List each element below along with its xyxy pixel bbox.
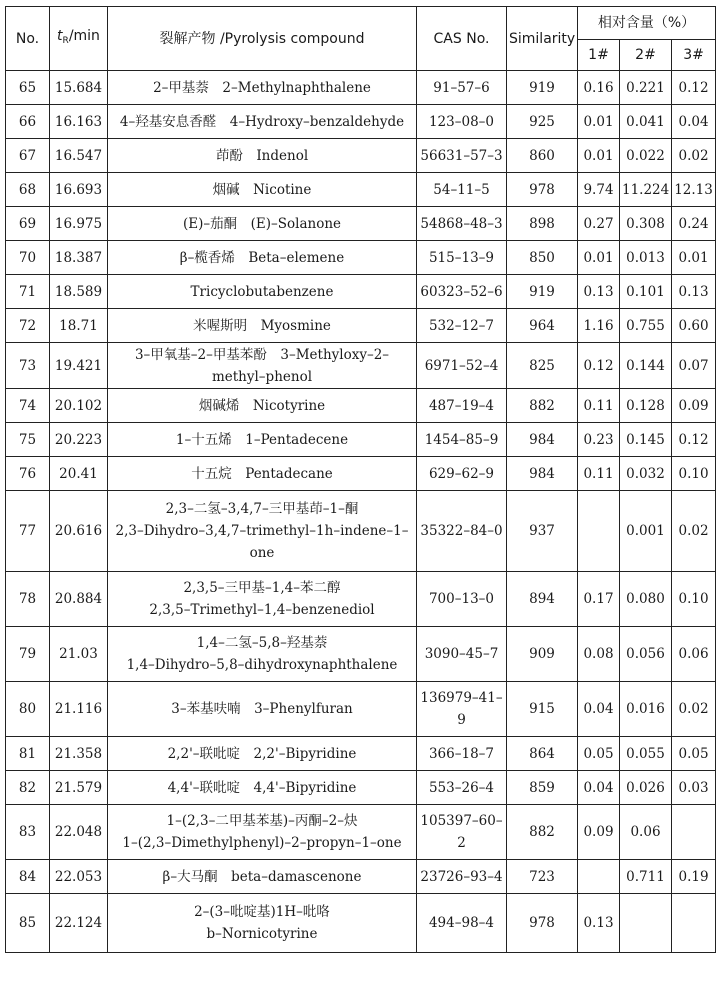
table-row [6,139,716,173]
content-sample-1: 0.27 [578,207,620,241]
retention-time: 21.579 [50,771,108,805]
header-tr-subscript: R [62,36,69,46]
content-sample-1: 0.05 [578,737,620,771]
content-sample-3: 0.07 [672,343,716,389]
similarity-value: 978 [507,173,578,207]
similarity-value: 978 [507,894,578,953]
row-number: 70 [6,241,50,275]
content-sample-1: 0.01 [578,105,620,139]
cas-number: 35322–84–0 [417,491,507,572]
similarity-value: 723 [507,860,578,894]
similarity-value: 937 [507,491,578,572]
row-number: 81 [6,737,50,771]
row-number: 65 [6,71,50,105]
content-sample-3 [672,805,716,860]
row-number: 73 [6,343,50,389]
retention-time: 18.387 [50,241,108,275]
row-number: 66 [6,105,50,139]
similarity-value: 909 [507,627,578,682]
cas-number: 515–13–9 [417,241,507,275]
cas-number-line: 9 [457,712,466,728]
similarity-value: 894 [507,572,578,627]
header-tr-symbol: t [57,28,63,44]
content-sample-2 [620,894,672,953]
similarity-value: 964 [507,309,578,343]
content-sample-2: 0.026 [620,771,672,805]
content-sample-2: 0.145 [620,423,672,457]
similarity-value: 898 [507,207,578,241]
compound-name-line: 烟碱烯 Nicotyrine [198,397,326,414]
compound-name-line: 米喔斯明 Myosmine [193,317,331,334]
compound-name [108,275,417,309]
content-sample-3: 0.60 [672,309,716,343]
content-sample-3: 0.10 [672,457,716,491]
compound-name [108,173,417,207]
table-row [6,682,716,737]
cas-number: 487–19–4 [417,389,507,423]
table-row [6,771,716,805]
cas-number: 23726–93–4 [417,860,507,894]
compound-name-line: 1–(2,3–二甲基苯基)–丙酮–2–炔 [166,813,358,829]
retention-time: 19.421 [50,343,108,389]
pyrolysis-table [5,6,716,953]
compound-name [108,894,417,953]
similarity-value: 825 [507,343,578,389]
similarity-value: 850 [507,241,578,275]
table-row [6,241,716,275]
row-number: 77 [6,491,50,572]
compound-name-line: 4–羟基安息香醛 4–Hydroxy–benzaldehyde [119,113,405,130]
cas-number: 6971–52–4 [417,343,507,389]
compound-name-line: 1,4–Dihydro–5,8–dihydroxynaphthalene [126,657,398,673]
compound-name [108,805,417,860]
header-sample-2: 2# [620,40,672,71]
compound-name-line: 茚酚 Indenol [215,147,309,164]
content-sample-1: 0.16 [578,71,620,105]
cas-number: 3090–45–7 [417,627,507,682]
table-row [6,71,716,105]
similarity-value: 919 [507,71,578,105]
compound-name [108,627,417,682]
retention-time: 22.124 [50,894,108,953]
compound-name-line: 1,4–二氢–5,8–羟基萘 [196,635,328,651]
header-cas: CAS No. [417,7,507,71]
content-sample-3: 0.02 [672,139,716,173]
retention-time: 20.616 [50,491,108,572]
compound-name [108,389,417,423]
compound-name-line: 1–(2,3–Dimethylphenyl)–2–propyn–1–one [122,835,402,851]
table-row [6,423,716,457]
row-number: 85 [6,894,50,953]
row-number: 79 [6,627,50,682]
similarity-value: 915 [507,682,578,737]
content-sample-1: 0.13 [578,275,620,309]
cas-number: 532–12–7 [417,309,507,343]
table-row [6,491,716,572]
cas-number: 366–18–7 [417,737,507,771]
table-row [6,343,716,389]
compound-name-line: Tricyclobutabenzene [190,283,334,300]
row-number: 71 [6,275,50,309]
cas-number: 56631–57–3 [417,139,507,173]
retention-time: 20.102 [50,389,108,423]
retention-time: 16.975 [50,207,108,241]
header-sample-1: 1# [578,40,620,71]
table-row [6,207,716,241]
compound-name [108,207,417,241]
content-sample-3: 0.12 [672,423,716,457]
cas-number: 54868–48–3 [417,207,507,241]
content-sample-2: 0.308 [620,207,672,241]
retention-time: 20.884 [50,572,108,627]
compound-name-line: 2,2'–联吡啶 2,2'–Bipyridine [167,745,357,762]
content-sample-3: 0.06 [672,627,716,682]
compound-name-line: 2,3,5–三甲基–1,4–苯二醇 [183,580,341,596]
content-sample-2: 0.001 [620,491,672,572]
compound-name [108,457,417,491]
content-sample-2: 0.056 [620,627,672,682]
compound-name-line: 4,4'–联吡啶 4,4'–Bipyridine [167,779,357,796]
row-number: 84 [6,860,50,894]
compound-name-line: 3–苯基呋喃 3–Phenylfuran [171,701,353,717]
content-sample-3: 0.03 [672,771,716,805]
retention-time: 20.223 [50,423,108,457]
similarity-value: 860 [507,139,578,173]
compound-name-line: b–Nornicotyrine [206,926,318,942]
content-sample-1: 1.16 [578,309,620,343]
table-row [6,275,716,309]
compound-name [108,423,417,457]
retention-time: 20.41 [50,457,108,491]
retention-time: 21.116 [50,682,108,737]
content-sample-3: 0.13 [672,275,716,309]
content-sample-3: 0.24 [672,207,716,241]
content-sample-3: 0.12 [672,71,716,105]
table-row [6,173,716,207]
retention-time: 21.03 [50,627,108,682]
row-number: 82 [6,771,50,805]
retention-time: 21.358 [50,737,108,771]
row-number: 74 [6,389,50,423]
header-similarity: Similarity [507,7,578,71]
cas-number [417,805,507,860]
content-sample-2: 0.032 [620,457,672,491]
content-sample-3: 0.09 [672,389,716,423]
compound-name-line: 2–甲基萘 2–Methylnaphthalene [153,79,371,96]
cas-number-line: 105397–60– [420,813,503,829]
retention-time: 22.048 [50,805,108,860]
similarity-value: 984 [507,423,578,457]
content-sample-1: 0.17 [578,572,620,627]
content-sample-1: 0.04 [578,771,620,805]
content-sample-2: 0.041 [620,105,672,139]
cas-number: 700–13–0 [417,572,507,627]
content-sample-2: 0.144 [620,343,672,389]
compound-name-line: 3–甲氧基–2–甲基苯酚 3–Methyloxy–2– [134,346,390,363]
cas-number: 91–57–6 [417,71,507,105]
compound-name-line: β–大马酮 beta–damascenone [162,868,362,885]
content-sample-3: 0.10 [672,572,716,627]
cas-number-line: 2 [457,835,466,851]
content-sample-2: 0.055 [620,737,672,771]
compound-name-line: 1–十五烯 1–Pentadecene [175,431,349,448]
compound-name [108,737,417,771]
compound-name [108,71,417,105]
table-row [6,389,716,423]
content-sample-3: 0.19 [672,860,716,894]
compound-name [108,491,417,572]
content-sample-1: 0.11 [578,457,620,491]
content-sample-3: 0.04 [672,105,716,139]
compound-name-line: 烟碱 Nicotine [212,181,312,198]
content-sample-1: 0.13 [578,894,620,953]
content-sample-2: 0.221 [620,71,672,105]
header-retention-time [50,7,108,71]
row-number: 68 [6,173,50,207]
row-number: 78 [6,572,50,627]
compound-name [108,139,417,173]
similarity-value: 859 [507,771,578,805]
table-row [6,737,716,771]
compound-name [108,771,417,805]
similarity-value: 925 [507,105,578,139]
similarity-value: 882 [507,389,578,423]
similarity-value: 882 [507,805,578,860]
cas-number [417,682,507,737]
retention-time: 16.547 [50,139,108,173]
cas-number-line: 136979–41– [420,690,503,706]
header-compound: 裂解产物 /Pyrolysis compound [108,7,417,71]
similarity-value: 919 [507,275,578,309]
table-row [6,805,716,860]
table-row [6,894,716,953]
similarity-value: 984 [507,457,578,491]
table-row [6,457,716,491]
content-sample-3: 12.13 [672,173,716,207]
compound-name [108,105,417,139]
cas-number: 629–62–9 [417,457,507,491]
content-sample-2: 0.711 [620,860,672,894]
row-number: 75 [6,423,50,457]
header-relative-content: 相对含量（%） [578,7,716,40]
content-sample-2: 0.755 [620,309,672,343]
table-row [6,860,716,894]
compound-name-line: 2,3–二氢–3,4,7–三甲基茚–1–酮 [165,501,359,517]
table-body [6,71,716,953]
compound-name [108,860,417,894]
table-row [6,105,716,139]
cas-number: 60323–52–6 [417,275,507,309]
content-sample-1 [578,491,620,572]
cas-number: 553–26–4 [417,771,507,805]
content-sample-2: 0.080 [620,572,672,627]
retention-time: 18.71 [50,309,108,343]
content-sample-2: 0.06 [620,805,672,860]
content-sample-3: 0.01 [672,241,716,275]
retention-time: 22.053 [50,860,108,894]
content-sample-1: 0.23 [578,423,620,457]
content-sample-2: 11.224 [620,173,672,207]
content-sample-1: 0.04 [578,682,620,737]
table-row [6,627,716,682]
row-number: 69 [6,207,50,241]
compound-name-line: 2–(3–吡啶基)1H–吡咯 [194,904,330,920]
retention-time: 16.693 [50,173,108,207]
retention-time: 16.163 [50,105,108,139]
row-number: 83 [6,805,50,860]
compound-name [108,309,417,343]
compound-name-line: 十五烷 Pentadecane [191,465,333,482]
row-number: 72 [6,309,50,343]
content-sample-2: 0.013 [620,241,672,275]
content-sample-2: 0.128 [620,389,672,423]
compound-name-line: (E)–茄酮 (E)–Solanone [182,215,342,232]
compound-name [108,343,417,389]
content-sample-2: 0.022 [620,139,672,173]
content-sample-1: 0.01 [578,139,620,173]
content-sample-1 [578,860,620,894]
cas-number: 1454–85–9 [417,423,507,457]
compound-name [108,241,417,275]
content-sample-1: 0.11 [578,389,620,423]
table-row [6,572,716,627]
compound-name-line: 2,3–Dihydro–3,4,7–trimethyl–1h–indene–1– [115,523,409,539]
similarity-value: 864 [507,737,578,771]
content-sample-1: 9.74 [578,173,620,207]
row-number: 76 [6,457,50,491]
content-sample-1: 0.12 [578,343,620,389]
compound-name-line: methyl–phenol [211,368,313,385]
content-sample-3: 0.02 [672,682,716,737]
cas-number: 54–11–5 [417,173,507,207]
header-no: No. [6,7,50,71]
compound-name [108,572,417,627]
content-sample-3 [672,894,716,953]
content-sample-2: 0.101 [620,275,672,309]
content-sample-2: 0.016 [620,682,672,737]
row-number: 67 [6,139,50,173]
header-sample-3: 3# [672,40,716,71]
content-sample-1: 0.08 [578,627,620,682]
cas-number: 494–98–4 [417,894,507,953]
content-sample-1: 0.01 [578,241,620,275]
cas-number: 123–08–0 [417,105,507,139]
retention-time: 18.589 [50,275,108,309]
header-tr-unit: /min [68,28,100,44]
content-sample-3: 0.05 [672,737,716,771]
row-number: 80 [6,682,50,737]
content-sample-1: 0.09 [578,805,620,860]
retention-time: 15.684 [50,71,108,105]
content-sample-3: 0.02 [672,491,716,572]
compound-name [108,682,417,737]
compound-name-line: 2,3,5–Trimethyl–1,4–benzenediol [149,602,375,618]
compound-name-line: β–榄香烯 Beta–elemene [179,249,345,266]
table-row [6,309,716,343]
compound-name-line: one [249,545,275,561]
